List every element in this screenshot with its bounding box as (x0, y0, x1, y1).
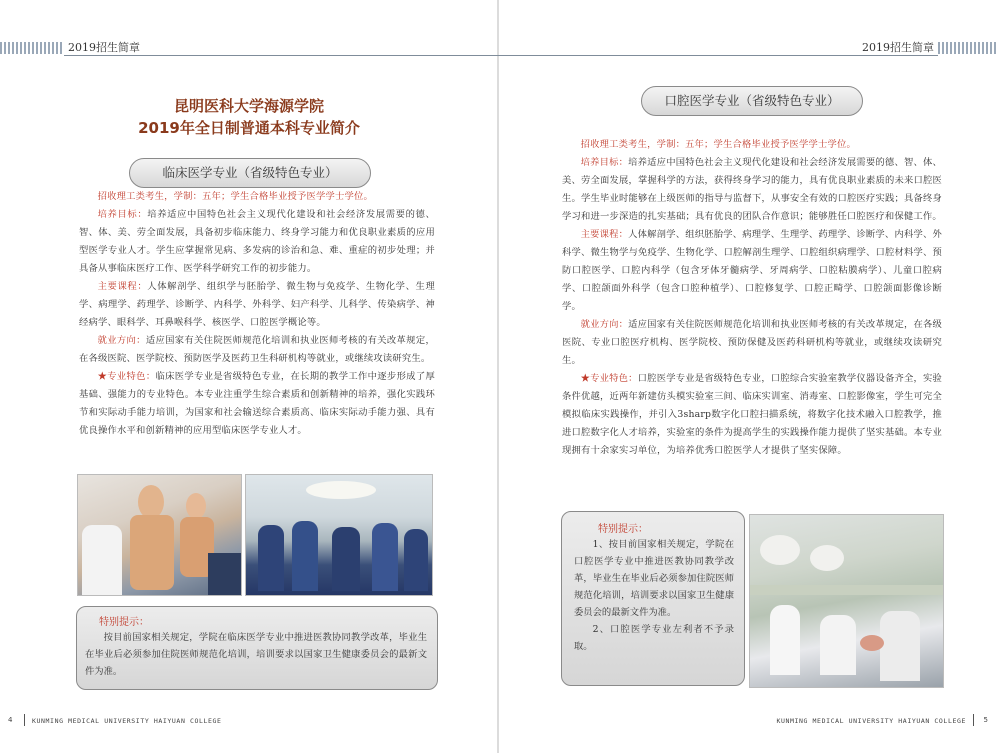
header-rule (64, 55, 498, 56)
major-title-clinical: 临床医学专业（省级特色专业） (129, 158, 371, 188)
notice-text: 按目前国家相关规定，学院在临床医学专业中推进医教协同教学改革，毕业生在毕业后必须参加住院医师规范化培训，培训要求以国家卫生健康委员会的最新文件为准。 (85, 632, 427, 677)
college-title: 昆明医科大学海源学院 (173, 97, 324, 115)
header-title: 2019招生简章 (862, 41, 934, 54)
notice-item-1: 1、按目前国家相关规定，学院在口腔医学专业中推进医教协同教学改革，毕业生在毕业后必须参加住院医师规范化培训，培训要求以国家卫生健康委员会的最新文件为准。 (574, 539, 734, 618)
major-title-stomatology: 口腔医学专业（省级特色专业） (641, 86, 863, 116)
page-number: 5 (983, 716, 988, 724)
stomatology-jobs: 就业方向：适应国家有关住院医师规范化培训和执业医师考核的有关改革规定，在各级医院、专业口腔医疗机构、医学院校、预防保健及医药科研机构等就业，或继续攻读研究生。 (562, 319, 942, 366)
clinical-courses: 主要课程：人体解剖学、组织学与胚胎学、微生物与免疫学、生物化学、生理学、病理学、药理学、诊断学、内科学、外科学、妇产科学、儿科学、传染病学、神经病学、眼科学、耳鼻喉科学、核医学、口腔医学概论等。 (79, 281, 435, 328)
clinical-jobs: 就业方向：适应国家有关住院医师规范化培训和执业医师考核的有关改革规定，在各级医院、医学院校、预防医学及医药卫生科研机构等就业，或继续攻读研究生。 (79, 335, 435, 364)
notice-item-2: 2、口腔医学专业左利者不予录取。 (574, 624, 734, 652)
stomatology-description (562, 136, 942, 460)
stomatology-special-notice (561, 511, 745, 686)
stomatology-goal: 培养目标：培养适应中国特色社会主义现代化建设和社会经济发展需要的德、智、体、美、劳全面发展，掌握科学的方法，获得终身学习的能力，具有优良职业素质的未来口腔医生。学生毕业时能够在上级医师的指导与监督下，从事安全有效的口腔医疗实践；具备终身学习和进一步深造的扎实基础；具有优良的团队合作意识；能够胜任口腔医疗和保健工作。 (562, 157, 942, 222)
page-number: 4 (8, 716, 13, 724)
stomatology-courses: 主要课程：人体解剖学、组织胚胎学、病理学、生理学、药理学、诊断学、内科学、外科学、微生物学与免疫学、生物化学、口腔解剖生理学、口腔组织病理学、口腔材料学、预防口腔医学、口腔内科学（包含牙体牙髓病学、牙周病学、口腔粘膜病学）、儿童口腔病学、口腔颌面外科学（包含口腔种植学）、口腔修复学、口腔正畸学、口腔颌面影像诊断学。 (562, 229, 942, 312)
stomatology-enroll: 招收理工类考生，学制：五年；学生合格毕业授予医学学士学位。 (580, 139, 857, 150)
brochure-subtitle: 2019年全日制普通本科专业简介 (138, 119, 360, 137)
photo-dental-lab (749, 514, 944, 688)
footer-divider (24, 714, 25, 726)
clinical-description (79, 188, 435, 440)
clinical-feature: ★专业特色：临床医学专业是省级特色专业，在长期的教学工作中逐步形成了厚基础、强能力的专业特色。本专业注重学生综合素质和创新精神的培养，强化实践环节和实际动手能力培训，为国家和社会输送综合素质高、临床实际动手能力强、具有优良操作水平和创新精神的应用型临床医学专业人才。 (79, 371, 435, 436)
header-stripes (938, 42, 996, 54)
footer-college-name: KUNMING MEDICAL UNIVERSITY HAIYUAN COLLEGE (776, 717, 966, 725)
header-right (498, 40, 996, 56)
header-title: 2019招生简章 (68, 41, 140, 54)
photo-surgery-training (245, 474, 433, 596)
clinical-goal: 培养目标：培养适应中国特色社会主义现代化建设和社会经济发展需要的德、智、体、美、劳全面发展，具备初步临床能力、终身学习能力和优良职业素质的应用型医学专业人才。学生应掌握常见病、多发病的诊治和急、难、重症的初步处理；并具备从事临床医疗工作、医学科学研究工作的初步能力。 (79, 209, 435, 274)
header-stripes (0, 42, 64, 54)
notice-title: 特别提示： (598, 524, 648, 535)
stomatology-feature: ★专业特色：口腔医学专业是省级特色专业，口腔综合实验室教学仪器设备齐全，实验条件优越，近两年新建仿头模实验室三间、临床实训室、消毒室、口腔影像室，学生可完全模拟临床实践操作，并引入3sharp数字化口腔扫描系统，将数字化技术融入口腔教学，推进口腔数字化人才培养，实验室的条件为提高学生的实践操作能力提供了坚实基础。本专业现拥有十余家实习单位，为培养优秀口腔医学人才提供了坚实保障。 (562, 373, 943, 456)
header-left (0, 40, 498, 56)
clinical-enroll: 招收理工类考生，学制：五年；学生合格毕业授予医学学士学位。 (97, 191, 374, 202)
right-page (498, 0, 996, 753)
footer-college-name: KUNMING MEDICAL UNIVERSITY HAIYUAN COLLEGE (32, 717, 222, 725)
notice-title: 特别提示： (99, 617, 149, 628)
photo-anatomy-lab (77, 474, 242, 596)
notice-text (574, 536, 734, 655)
footer-divider (973, 714, 974, 726)
clinical-special-notice (76, 606, 438, 690)
